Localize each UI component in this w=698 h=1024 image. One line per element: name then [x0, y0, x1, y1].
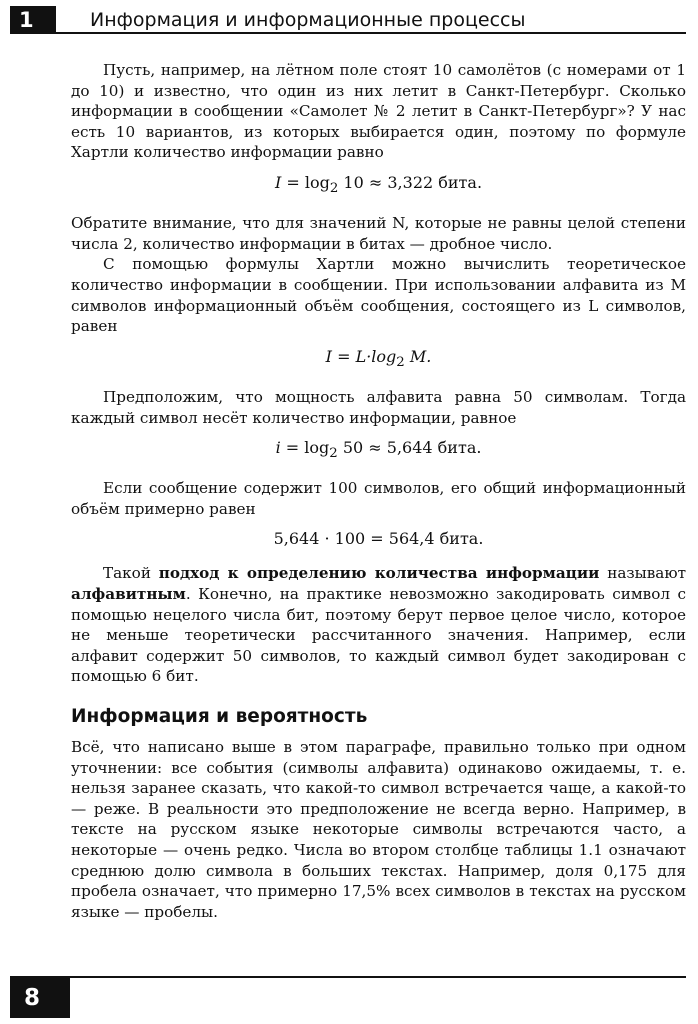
text-run: называют — [599, 564, 686, 583]
formula-equals: = log — [281, 172, 330, 192]
section-heading: Информация и вероятность — [71, 706, 368, 728]
term-bold: подход к определению количества информации — [158, 564, 600, 583]
formula-log2-50 — [71, 437, 686, 465]
text-run: . Конечно, на практике невозможно закодировать символ с помощью нецелого числа бит, поэтому берут первое целое число, которое не меньше теоретически рассчитанного значения. Например, если алфавит содержит 50 символов, то каждый символ будет закодирован с помощью 6 бит. — [71, 585, 686, 686]
formula-expression: = L·log — [332, 346, 397, 366]
page-number: 8 — [10, 978, 70, 1018]
paragraph-alphabetic-approach — [71, 563, 686, 687]
formula-value: 10 ≈ 3,322 — [338, 172, 434, 192]
formula-log-base: 2 — [396, 354, 405, 370]
footer-rule — [10, 976, 686, 978]
formula-log-base: 2 — [329, 446, 338, 462]
formula-log-base: 2 — [329, 181, 339, 197]
formula-product — [71, 528, 686, 550]
term-bold: алфавитным — [71, 585, 186, 604]
chapter-number-badge: 1 — [10, 6, 56, 34]
formula-variable: i — [275, 438, 281, 458]
paragraph-total-volume: Если сообщение содержит 100 символов, его общий информационный объём примерно равен — [71, 479, 686, 518]
formula-unit: бита. — [433, 172, 483, 192]
main-text — [71, 60, 686, 922]
formula-variable: I — [325, 346, 332, 366]
formula-unit: бита. — [434, 529, 484, 549]
formula-value: 50 ≈ 5,644 — [337, 438, 433, 458]
text-run: Такой — [103, 564, 159, 583]
formula-variable: I — [274, 172, 282, 192]
paragraph-alphabet-volume: С помощью формулы Хартли можно вычислить теоретическое количество информации в сообщении. При использовании алфавита из M символов информационный объём сообщения, состоящего из L символов, равен — [71, 255, 686, 336]
formula-value: M. — [404, 346, 432, 366]
chapter-title: Информация и информационные процессы — [90, 9, 526, 31]
paragraph-fractional-note: Обратите внимание, что для значений N, которые не равны целой степени числа 2, количество информации в битах — дробное число. — [71, 214, 686, 253]
formula-l-log2-m — [71, 346, 686, 374]
formula-unit: бита. — [432, 438, 482, 458]
running-header — [10, 6, 686, 36]
paragraph-hartley-example: Пусть, например, на лётном поле стоят 10 самолётов (с номерами от 1 до 10) и известно, что один из них летит в Санкт-Петербург. Сколько информации в сообщении «Самолет № 2 летит в Санкт-Петербург»? У нас есть 10 вариантов, из которых выбирается один, поэтому по формуле Хартли количество информации равно — [71, 61, 686, 162]
formula-expression: 5,644 · 100 = 564,4 — [273, 529, 435, 549]
formula-log2-10 — [71, 172, 686, 200]
formula-equals: = log — [280, 438, 330, 458]
paragraph-probability: Всё, что написано выше в этом параграфе, правильно только при одном уточнении: все события (символы алфавита) одинаково ожидаемы, т. е. нельзя заранее сказать, что какой-то символ встречается чаще, а какой-то — реже. В реальности это предположение не всегда верно. Например, в тексте на русском языке некоторые символы встречаются часто, а некоторые — очень редко. Числа во втором столбце таблицы 1.1 означают среднюю долю символа в больших текстах. Например, доля 0,175 для пробела означает, что примерно 17,5% всех символов в текстах на русском языке — пробелы. — [71, 738, 686, 921]
paragraph-alphabet-power: Предположим, что мощность алфавита равна 50 символам. Тогда каждый символ несёт количество информации, равное — [71, 387, 686, 427]
